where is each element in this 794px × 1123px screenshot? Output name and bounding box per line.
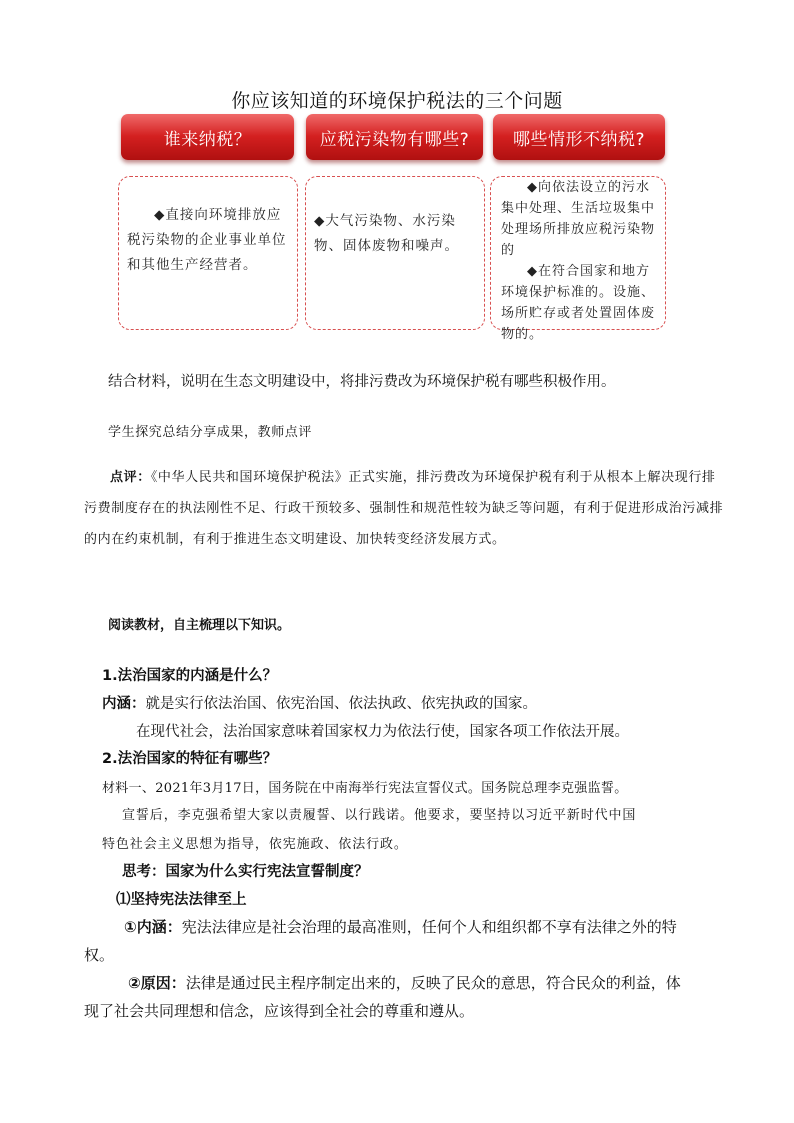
material-1-line-1: 材料一、2021年3月17日，国务院在中南海举行宪法宣誓仪式。国务院总理李克强监誓。 (102, 781, 628, 796)
activity-text: 学生探究总结分享成果，教师点评 (108, 425, 313, 440)
sub-2-line-2: 现了社会共同理想和信念，应该得到全社会的尊重和遵从。 (84, 1002, 475, 1020)
neihan-line (102, 692, 537, 713)
point-1-heading: ⑴坚持宪法法律至上 (116, 892, 247, 908)
sub-1-text: 宪法法律应是社会治理的最高准则，任何个人和组织都不享有法律之外的特 (181, 918, 677, 936)
neihan-label: 内涵： (102, 696, 146, 712)
question-text: 结合材料，说明在生态文明建设中，将排污费改为环境保护税有哪些积极作用。 (108, 374, 616, 390)
modern-society-text: 在现代社会，法治国家意味着国家权力为依法行使，国家各项工作依法开展。 (136, 724, 629, 740)
box-who-pays (118, 176, 298, 330)
material-1-line-3: 特色社会主义思想为指导，依宪施政、依法行政。 (102, 837, 408, 852)
box-tax-exempt (490, 176, 666, 342)
question-1-heading: 1.法治国家的内涵是什么？ (102, 668, 278, 684)
sub-1-line-1 (124, 916, 677, 937)
sub-1-label: ①内涵： (124, 918, 182, 936)
box-tax-exempt-text-2: ◆在符合国家和地方环境保护标准的。设施、场所贮存或者处置固体废物的。 (501, 264, 656, 342)
neihan-text: 就是实行依法治国、依宪治国、依法执政、依宪执政的国家。 (145, 696, 537, 712)
sub-2-text: 法律是通过民主程序制定出来的，反映了民众的意思，符合民众的利益，体 (185, 974, 681, 992)
box-who-pays-text: ◆直接向环境排放应税污染物的企业事业单位和其他生产经营者。 (127, 207, 287, 273)
box-tax-exempt-text-1: ◆向依法设立的污水集中处理、生活垃圾集中处理场所排放应税污染物的 (501, 180, 656, 258)
material-1-line-2: 宣誓后，李克强希望大家以责履誓、以行践诺。他要求，要坚持以习近平新时代中国 (122, 808, 637, 823)
box-taxable-pollutants-text: ◆大气污染物、水污染物、固体废物和噪声。 (314, 213, 459, 254)
comment-text: 《中华人民共和国环境保护税法》正式实施，排污费改为环境保护税有利于从根本上解决现行排污费制度存在的执法刚性不足、行政干预较多、强制性和规范性较为缺乏等问题，有利于促进形成治污减排的内在约束机制，有利于推进生态文明建设、加快转变经济发展方式。 (84, 470, 724, 547)
comment-paragraph (84, 462, 724, 555)
banner-taxable-pollutants: 应税污染物有哪些? (306, 114, 483, 160)
think-question: 思考：国家为什么实行宪法宣誓制度？ (122, 864, 369, 880)
sub-2-label: ②原因： (128, 974, 186, 992)
box-taxable-pollutants (305, 176, 485, 330)
sub-2-line-1 (128, 972, 681, 993)
reading-instruction: 阅读教材，自主梳理以下知识。 (108, 618, 291, 633)
banner-who-pays: 谁来纳税？ (121, 114, 294, 160)
sub-1-line-2: 权。 (84, 946, 115, 964)
comment-label: 点评： (110, 470, 151, 485)
banner-tax-exempt: 哪些情形不纳税? (493, 114, 665, 160)
question-2-heading: 2.法治国家的特征有哪些？ (102, 751, 278, 767)
page-title: 你应该知道的环境保护税法的三个问题 (231, 90, 563, 112)
